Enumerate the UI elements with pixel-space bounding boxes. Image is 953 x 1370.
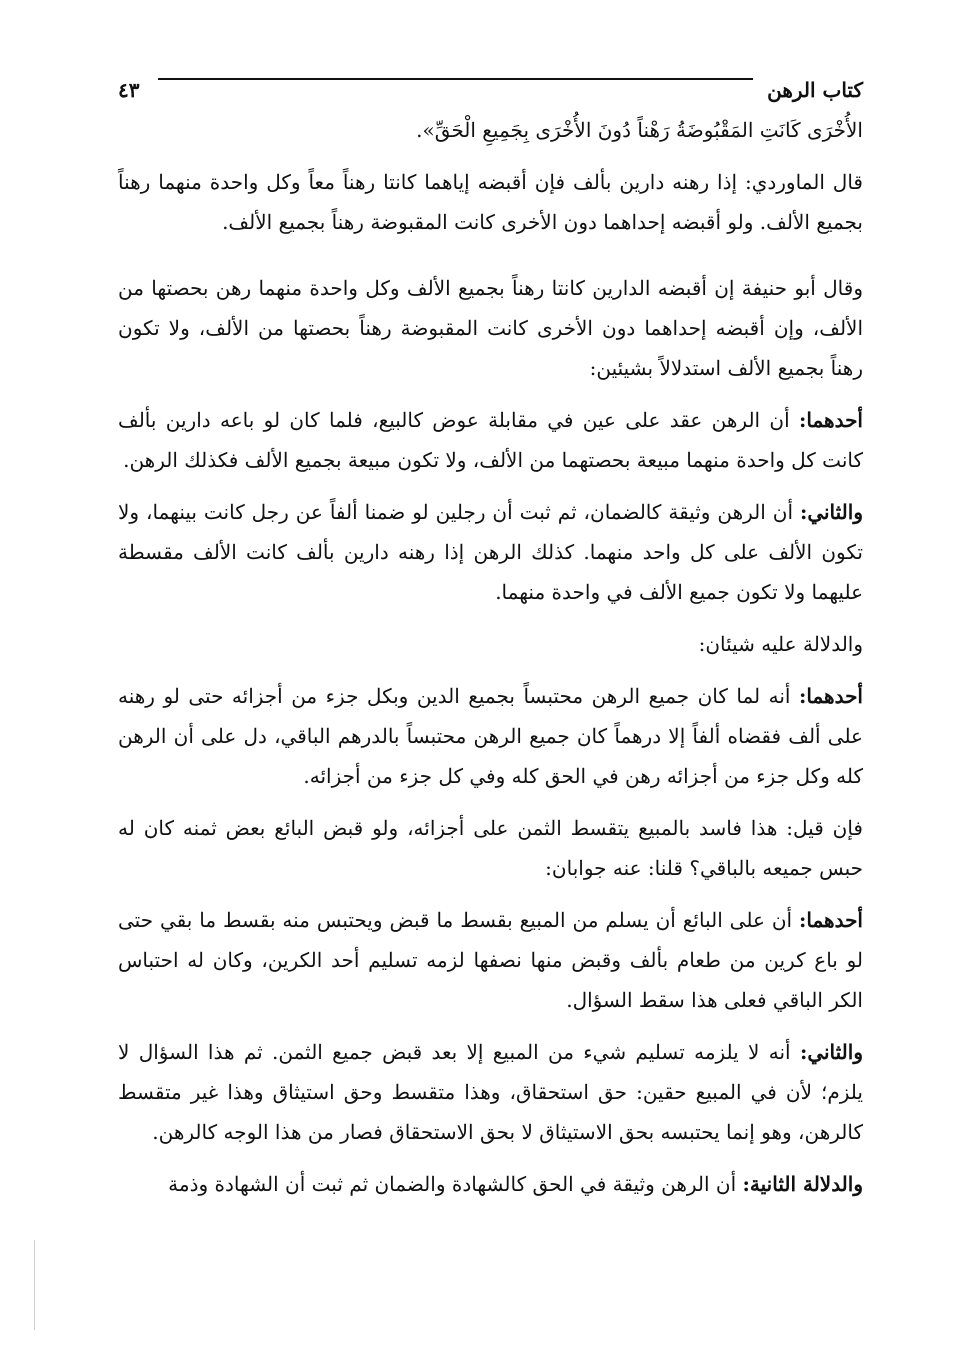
paragraph: والثاني: أن الرهن وثيقة كالضمان، ثم ثبت أن رجلين لو ضمنا ألفاً عن رجل كانت بينهما، ولا تكون الألف على كل واحد منهما. كذلك الرهن إذا رهنه دارين بألف كانت الألف مقسطة عليهما ولا تكون جميع الألف في واحدة منهما. — [118, 500, 863, 604]
paragraph-lead: أحدهما: — [798, 908, 863, 932]
paragraph-lead: أحدهما: — [798, 684, 863, 708]
paragraph: أحدهما: أن الرهن عقد على عين في مقابلة عوض كالبيع، فلما كان لو باعه دارين بألف كانت كل واحدة منهما مبيعة بحصتهما من الألف، ولا تكون مبيعة بجميع الألف فكذلك الرهن. — [118, 408, 863, 472]
page-body — [118, 110, 863, 1204]
paragraph-lead: والثاني: — [799, 1040, 863, 1064]
paragraph: أحدهما: أن على البائع أن يسلم من المبيع بقسط ما قبض ويحتبس منه بقسط ما بقي حتى لو باع كرين من طعام بألف وقبض منها نصفها لزمه تسليم أحد الكرين، وكان له احتباس الكر الباقي فعلى هذا سقط السؤال. — [118, 908, 863, 1012]
paragraph: والدلالة الثانية: أن الرهن وثيقة في الحق كالشهادة والضمان ثم ثبت أن الشهادة وذمة — [168, 1172, 863, 1196]
page-header — [118, 58, 863, 102]
paragraph: الأُخْرَى كَانَتِ المَقْبُوضَةُ رَهْناً دُونَ الأُخْرَى بِجَمِيعِ الْحَقِّ». — [416, 118, 863, 142]
paragraph-lead: أحدهما: — [798, 408, 863, 432]
paragraph-lead: والدلالة الثانية: — [742, 1172, 863, 1196]
page-number: ٤٣ — [118, 80, 147, 102]
book-page — [118, 58, 863, 1350]
running-title: كتاب الرهن — [759, 80, 863, 102]
paragraph: فإن قيل: هذا فاسد بالمبيع يتقسط الثمن على أجزائه، ولو قبض البائع بعض ثمنه كان له حبس جميعه بالباقي؟ قلنا: عنه جوابان: — [118, 816, 863, 880]
paragraph: والثاني: أنه لا يلزمه تسليم شيء من المبيع إلا بعد قبض جميع الثمن. ثم هذا السؤال لا يلزم؛ لأن في المبيع حقين: حق استحقاق، وهذا متقسط وحق استيثاق وهذا غير متقسط كالرهن، وهو إنما يحتبسه بحق الاستيثاق لا بحق الاستحقاق فصار من هذا الوجه كالرهن. — [118, 1040, 863, 1144]
paragraph: والدلالة عليه شيئان: — [698, 632, 863, 656]
paragraph-lead: والثاني: — [799, 500, 863, 524]
paragraph: وقال أبو حنيفة إن أقبضه الدارين كانتا رهناً بجميع الألف وكل واحدة منهما رهن بحصتها من الألف، وإن أقبضه إحداهما دون الأخرى كانت المقبوضة رهناً بحصتها من الألف، ولا تكون رهناً بجميع الألف استدلالاً بشيئين: — [118, 276, 864, 380]
scan-margin-mark — [34, 1240, 35, 1330]
header-rule — [158, 78, 753, 80]
paragraph: أحدهما: أنه لما كان جميع الرهن محتبساً بجميع الدين وبكل جزء من أجزائه حتى لو رهنه على ألف فقضاه ألفاً إلا درهماً كان جميع الرهن محتبساً بالدرهم الباقي، دل على أن الرهن كله وكل جزء من أجزائه رهن في الحق كله وفي كل جزء من أجزائه. — [118, 684, 863, 788]
paragraph: قال الماوردي: إذا رهنه دارين بألف فإن أقبضه إياهما كانتا رهناً معاً وكل واحدة منهما رهناً بجميع الألف. ولو أقبضه إحداهما دون الأخرى كانت المقبوضة رهناً بجميع الألف. — [118, 170, 863, 234]
